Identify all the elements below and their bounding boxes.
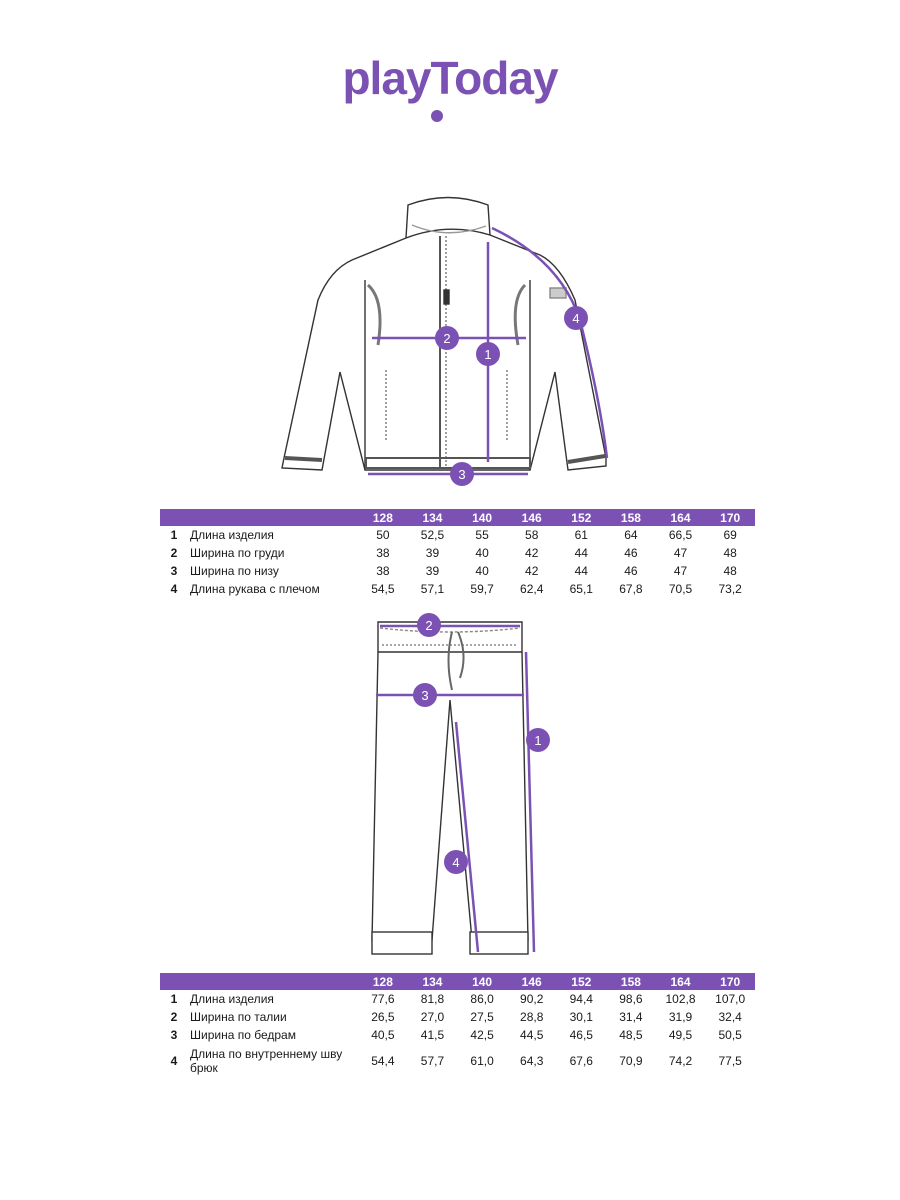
size-header: 164 <box>656 973 706 990</box>
table-cell: 81,8 <box>420 992 445 1006</box>
table-row <box>160 1044 755 1078</box>
table-cell: 42 <box>525 546 539 560</box>
table-cell: 40 <box>475 546 489 560</box>
row-label: Длина рукава с плечом <box>190 582 320 596</box>
table-cell: 54,4 <box>371 1054 395 1068</box>
size-header: 158 <box>606 973 656 990</box>
row-number: 3 <box>170 1028 178 1042</box>
table-cell: 50,5 <box>718 1028 742 1042</box>
row-number: 3 <box>170 564 178 578</box>
pants-diagram <box>0 605 900 970</box>
brand-logo <box>0 52 900 130</box>
jacket-callout-2 <box>435 326 459 350</box>
size-header: 140 <box>457 509 507 526</box>
pants-callout-3 <box>413 683 437 707</box>
table-cell: 69 <box>723 528 737 542</box>
size-header: 158 <box>606 509 656 526</box>
row-label: Длина по внутреннему шву брюк <box>190 1047 343 1075</box>
table-cell: 74,2 <box>668 1054 693 1068</box>
row-number: 4 <box>170 1054 178 1068</box>
table-cell: 28,8 <box>520 1010 544 1024</box>
size-header: 134 <box>408 973 458 990</box>
svg-text:1: 1 <box>534 733 542 748</box>
table-cell: 77,6 <box>371 992 395 1006</box>
table-cell: 73,2 <box>718 582 742 596</box>
size-header: 146 <box>507 509 557 526</box>
pants-size-table <box>160 973 755 1078</box>
svg-text:2: 2 <box>425 618 433 633</box>
table-row <box>160 562 755 580</box>
table-cell: 61 <box>574 528 588 542</box>
table-cell: 64,3 <box>520 1054 544 1068</box>
table-cell: 47 <box>673 564 688 578</box>
table-cell: 41,5 <box>420 1028 445 1042</box>
table-cell: 59,7 <box>470 582 494 596</box>
table-row <box>160 1026 755 1044</box>
row-label: Ширина по низу <box>190 564 279 578</box>
table-cell: 27,5 <box>470 1010 494 1024</box>
table-row <box>160 580 755 598</box>
row-label: Длина изделия <box>190 528 274 542</box>
size-header: 128 <box>358 509 408 526</box>
jacket-diagram <box>0 190 900 495</box>
size-header: 170 <box>705 973 755 990</box>
table-cell: 107,0 <box>715 992 746 1006</box>
row-label: Ширина по груди <box>190 546 285 560</box>
row-number: 2 <box>170 1010 178 1024</box>
table-cell: 26,5 <box>371 1010 395 1024</box>
size-header: 152 <box>557 509 607 526</box>
table-cell: 39 <box>425 546 440 560</box>
pants-callout-2 <box>417 613 441 637</box>
svg-text:3: 3 <box>421 688 429 703</box>
table-cell: 62,4 <box>520 582 544 596</box>
row-number: 1 <box>170 992 178 1006</box>
jacket-callout-1 <box>476 342 500 366</box>
table-row <box>160 526 755 544</box>
table-cell: 38 <box>376 564 390 578</box>
table-cell: 65,1 <box>569 582 593 596</box>
table-cell: 54,5 <box>371 582 395 596</box>
size-header: 164 <box>656 509 706 526</box>
size-header: 140 <box>457 973 507 990</box>
jacket-size-table <box>160 509 755 598</box>
logo-dot <box>431 110 443 122</box>
pants-outline <box>372 622 528 954</box>
table-cell: 44 <box>574 564 588 578</box>
table-cell: 64 <box>624 528 638 542</box>
table-cell: 48 <box>723 564 737 578</box>
table-cell: 86,0 <box>470 992 494 1006</box>
table-cell: 49,5 <box>668 1028 693 1042</box>
row-label: Ширина по бедрам <box>190 1028 296 1042</box>
table-cell: 58 <box>525 528 539 542</box>
table-cell: 42,5 <box>470 1028 494 1042</box>
table-cell: 94,4 <box>569 992 593 1006</box>
table-cell: 39 <box>425 564 440 578</box>
table-cell: 46 <box>624 564 638 578</box>
table-cell: 67,6 <box>569 1054 593 1068</box>
table-header-row <box>160 973 755 990</box>
svg-text:4: 4 <box>452 855 460 870</box>
jacket-callout-3 <box>450 462 474 486</box>
svg-text:4: 4 <box>572 311 580 326</box>
table-cell: 40,5 <box>371 1028 395 1042</box>
table-cell: 90,2 <box>520 992 544 1006</box>
pants-callout-4 <box>444 850 468 874</box>
table-row <box>160 544 755 562</box>
table-cell: 38 <box>376 546 390 560</box>
table-row <box>160 1008 755 1026</box>
table-cell: 30,1 <box>569 1010 593 1024</box>
table-cell: 102,8 <box>665 992 696 1006</box>
pants-callout-1 <box>526 728 550 752</box>
table-row <box>160 990 755 1008</box>
table-cell: 46 <box>624 546 638 560</box>
table-cell: 31,9 <box>668 1010 693 1024</box>
row-number: 4 <box>170 582 178 596</box>
svg-text:2: 2 <box>443 331 451 346</box>
table-cell: 77,5 <box>718 1054 742 1068</box>
pants-measure-lines <box>376 626 534 952</box>
table-cell: 98,6 <box>619 992 643 1006</box>
row-number: 2 <box>170 546 178 560</box>
jacket-callout-4 <box>564 306 588 330</box>
brand-logo-text: playToday <box>342 52 558 104</box>
table-cell: 48 <box>723 546 737 560</box>
table-cell: 31,4 <box>619 1010 643 1024</box>
table-cell: 66,5 <box>668 528 693 542</box>
row-label: Ширина по талии <box>190 1010 287 1024</box>
table-cell: 55 <box>475 528 489 542</box>
table-header-row <box>160 509 755 526</box>
table-cell: 61,0 <box>470 1054 494 1068</box>
table-cell: 52,5 <box>420 528 445 542</box>
table-cell: 70,9 <box>619 1054 643 1068</box>
table-cell: 48,5 <box>619 1028 643 1042</box>
table-cell: 44 <box>574 546 588 560</box>
svg-text:3: 3 <box>458 467 466 482</box>
size-header: 134 <box>408 509 458 526</box>
row-label: Длина изделия <box>190 992 274 1006</box>
size-header: 152 <box>557 973 607 990</box>
table-cell: 46,5 <box>569 1028 593 1042</box>
table-cell: 57,7 <box>420 1054 445 1068</box>
table-cell: 47 <box>673 546 688 560</box>
row-number: 1 <box>170 528 178 542</box>
table-cell: 42 <box>525 564 539 578</box>
table-cell: 67,8 <box>619 582 643 596</box>
table-cell: 44,5 <box>520 1028 544 1042</box>
table-cell: 27,0 <box>420 1010 445 1024</box>
table-cell: 50 <box>376 528 390 542</box>
table-cell: 32,4 <box>718 1010 742 1024</box>
table-cell: 40 <box>475 564 489 578</box>
table-cell: 57,1 <box>420 582 445 596</box>
svg-text:1: 1 <box>484 347 492 362</box>
size-header: 128 <box>358 973 408 990</box>
size-header: 146 <box>507 973 557 990</box>
table-cell: 70,5 <box>668 582 693 596</box>
size-header: 170 <box>705 509 755 526</box>
